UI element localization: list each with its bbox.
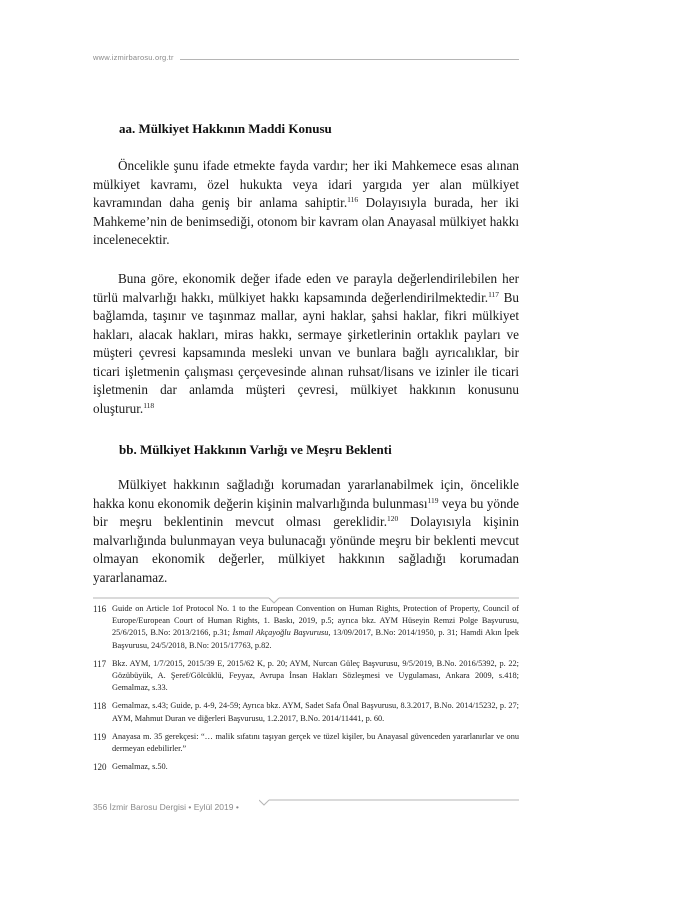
paragraph-3-text-c: Dolayısıyla kişinin malvarlığında bulunmayan veya bulunacağı yönünde meşru bir beklenti mevcut olmayan ekonomik değerler, mülkiyet hakkının sağladığı korumadan yararlanamaz. bbox=[93, 514, 519, 585]
footnotes bbox=[93, 603, 519, 779]
footnote-text: Bkz. AYM, 1/7/2015, 2015/39 E, 2015/62 K, p. 20; AYM, Nurcan Güleç Başvurusu, 9/5/2019, B.No. 2016/5392, p. 22; Gözübüyük, A. Şeref/Gölcüklü, Feyyaz, Avrupa İnsan Hakları Sözleşmesi ve Uygulaması, Ankara 2009, s.418; Gemalmaz, s.33. bbox=[112, 658, 519, 693]
header-rule bbox=[180, 59, 519, 60]
footnote-number: 119 bbox=[93, 731, 107, 742]
footnote-number: 117 bbox=[93, 658, 107, 669]
footnote-text bbox=[112, 604, 519, 650]
footnote-text-b: , 13/09/2017, B.No: 2014/1950, p. 31; Hamdi Akın İpek Başvurusu, 24/5/2018, B.No: 2015/17763, p.82. bbox=[112, 628, 519, 650]
footnote-ref-116[interactable]: 116 bbox=[347, 195, 359, 204]
header-url: www.izmirbarosu.org.tr bbox=[93, 53, 174, 62]
footnote-number: 116 bbox=[93, 604, 107, 614]
footnote-118 bbox=[93, 700, 519, 724]
footnote-text: Anayasa m. 35 gerekçesi: “… malik sıfatını taşıyan gerçek ve tüzel kişiler, bu Anayasal güvenceden yararlanırlar ve onu dermeyan edebilirler.” bbox=[112, 731, 519, 754]
paragraph-1-text-b: Dolayısıyla burada, her iki Mahkeme’nin de benimsediği, otonom bir kavram olan Anayasal mülkiyet hakkı incelenecektir. bbox=[93, 195, 519, 247]
paragraph-3 bbox=[93, 476, 519, 587]
paragraph-3-text-b: veya bu yönde bir meşru beklentinin mevcut olması gereklidir. bbox=[93, 495, 519, 529]
footnote-number: 120 bbox=[93, 762, 107, 773]
footnote-ref-120[interactable]: 120 bbox=[387, 514, 399, 523]
paragraph-1 bbox=[93, 157, 519, 250]
footnote-text: Gemalmaz, s.50. bbox=[112, 762, 168, 772]
footnote-text-a: Guide on Article 1of Protocol No. 1 to the European Convention on Human Rights, Protection of Property, Council of Europe/European Court of Human Rights, 1. Baskı, 2019, p.5; ayrıca bkz. AYM Hüseyin Remzi Polge Başvurusu, 25/6/2015, B.No: 2013/2166, p.31; bbox=[112, 604, 519, 638]
paragraph-1-text-a: Öncelikle şunu ifade etmekte fayda vardır; her iki Mahkemece esas alınan mülkiyet kavramı, özel hukukta veya idari yargıda yer alan mülkiyet kavramından daha geniş bir anlama sahiptir. bbox=[93, 158, 519, 210]
footnote-number: 118 bbox=[93, 701, 107, 712]
footnote-119 bbox=[93, 731, 519, 755]
footnote-text: Gemalmaz, s.43; Guide, p. 4-9, 24-59; Ayrıca bkz. AYM, Sadet Safa Önal Başvurusu, 8.3.2017, B.No. 2014/15232, p. 27; AYM, Mahmut Duran ve diğerleri Başvurusu, 1.2.2017, B.No. 2014/11441, p. 60. bbox=[112, 701, 519, 723]
footnote-120 bbox=[93, 761, 519, 773]
footnote-116 bbox=[93, 603, 519, 652]
footnote-ref-118[interactable]: 118 bbox=[143, 400, 155, 410]
footnote-text-italic: İsmail Akçayoğlu Başvurusu bbox=[232, 628, 329, 638]
paragraph-2 bbox=[93, 270, 519, 418]
paragraph-3-text-a: Mülkiyet hakkının sağladığı korumadan yararlanabilmek için, öncelikle hakka konu ekonomik değerin kişinin malvarlığında bulunması bbox=[93, 477, 519, 511]
page-footer: 356 İzmir Barosu Dergisi • Eylül 2019 • bbox=[93, 802, 239, 812]
footnote-ref-119[interactable]: 119 bbox=[427, 495, 439, 505]
footnote-ref-117[interactable]: 117 bbox=[488, 289, 500, 299]
paragraph-2-text-b: Bu bağlamda, taşınır ve taşınmaz mallar, ayni haklar, şahsi haklar, fikri mülkiyet hakları, alacak hakları, miras hakkı, sermaye şirketlerinin ortaklık payları ve müşteri çevresi kapsamında mesleki unvan ve bunlara bağlı ayrıcalıklar, bir ticari işletmenin çalışması çerçevesinde alınan ruhsat/lisans ve izinler ile ticari işletmenin dar anlamda müşteri çevresi, mülkiyet hakkının konusunu oluşturur. bbox=[93, 289, 519, 416]
footer-rule bbox=[259, 799, 519, 809]
paragraph-2-text-a: Buna göre, ekonomik değer ifade eden ve parayla değerlendirilebilen her türlü malvarlığı hakkı, mülkiyet hakkı kapsamında değerlendirilmektedir. bbox=[93, 271, 519, 305]
section-heading-existence-legitimate-expectation: bb. Mülkiyet Hakkının Varlığı ve Meşru Beklenti bbox=[119, 442, 392, 457]
section-heading-material-subject: aa. Mülkiyet Hakkının Maddi Konusu bbox=[119, 121, 332, 136]
footnote-117 bbox=[93, 658, 519, 695]
